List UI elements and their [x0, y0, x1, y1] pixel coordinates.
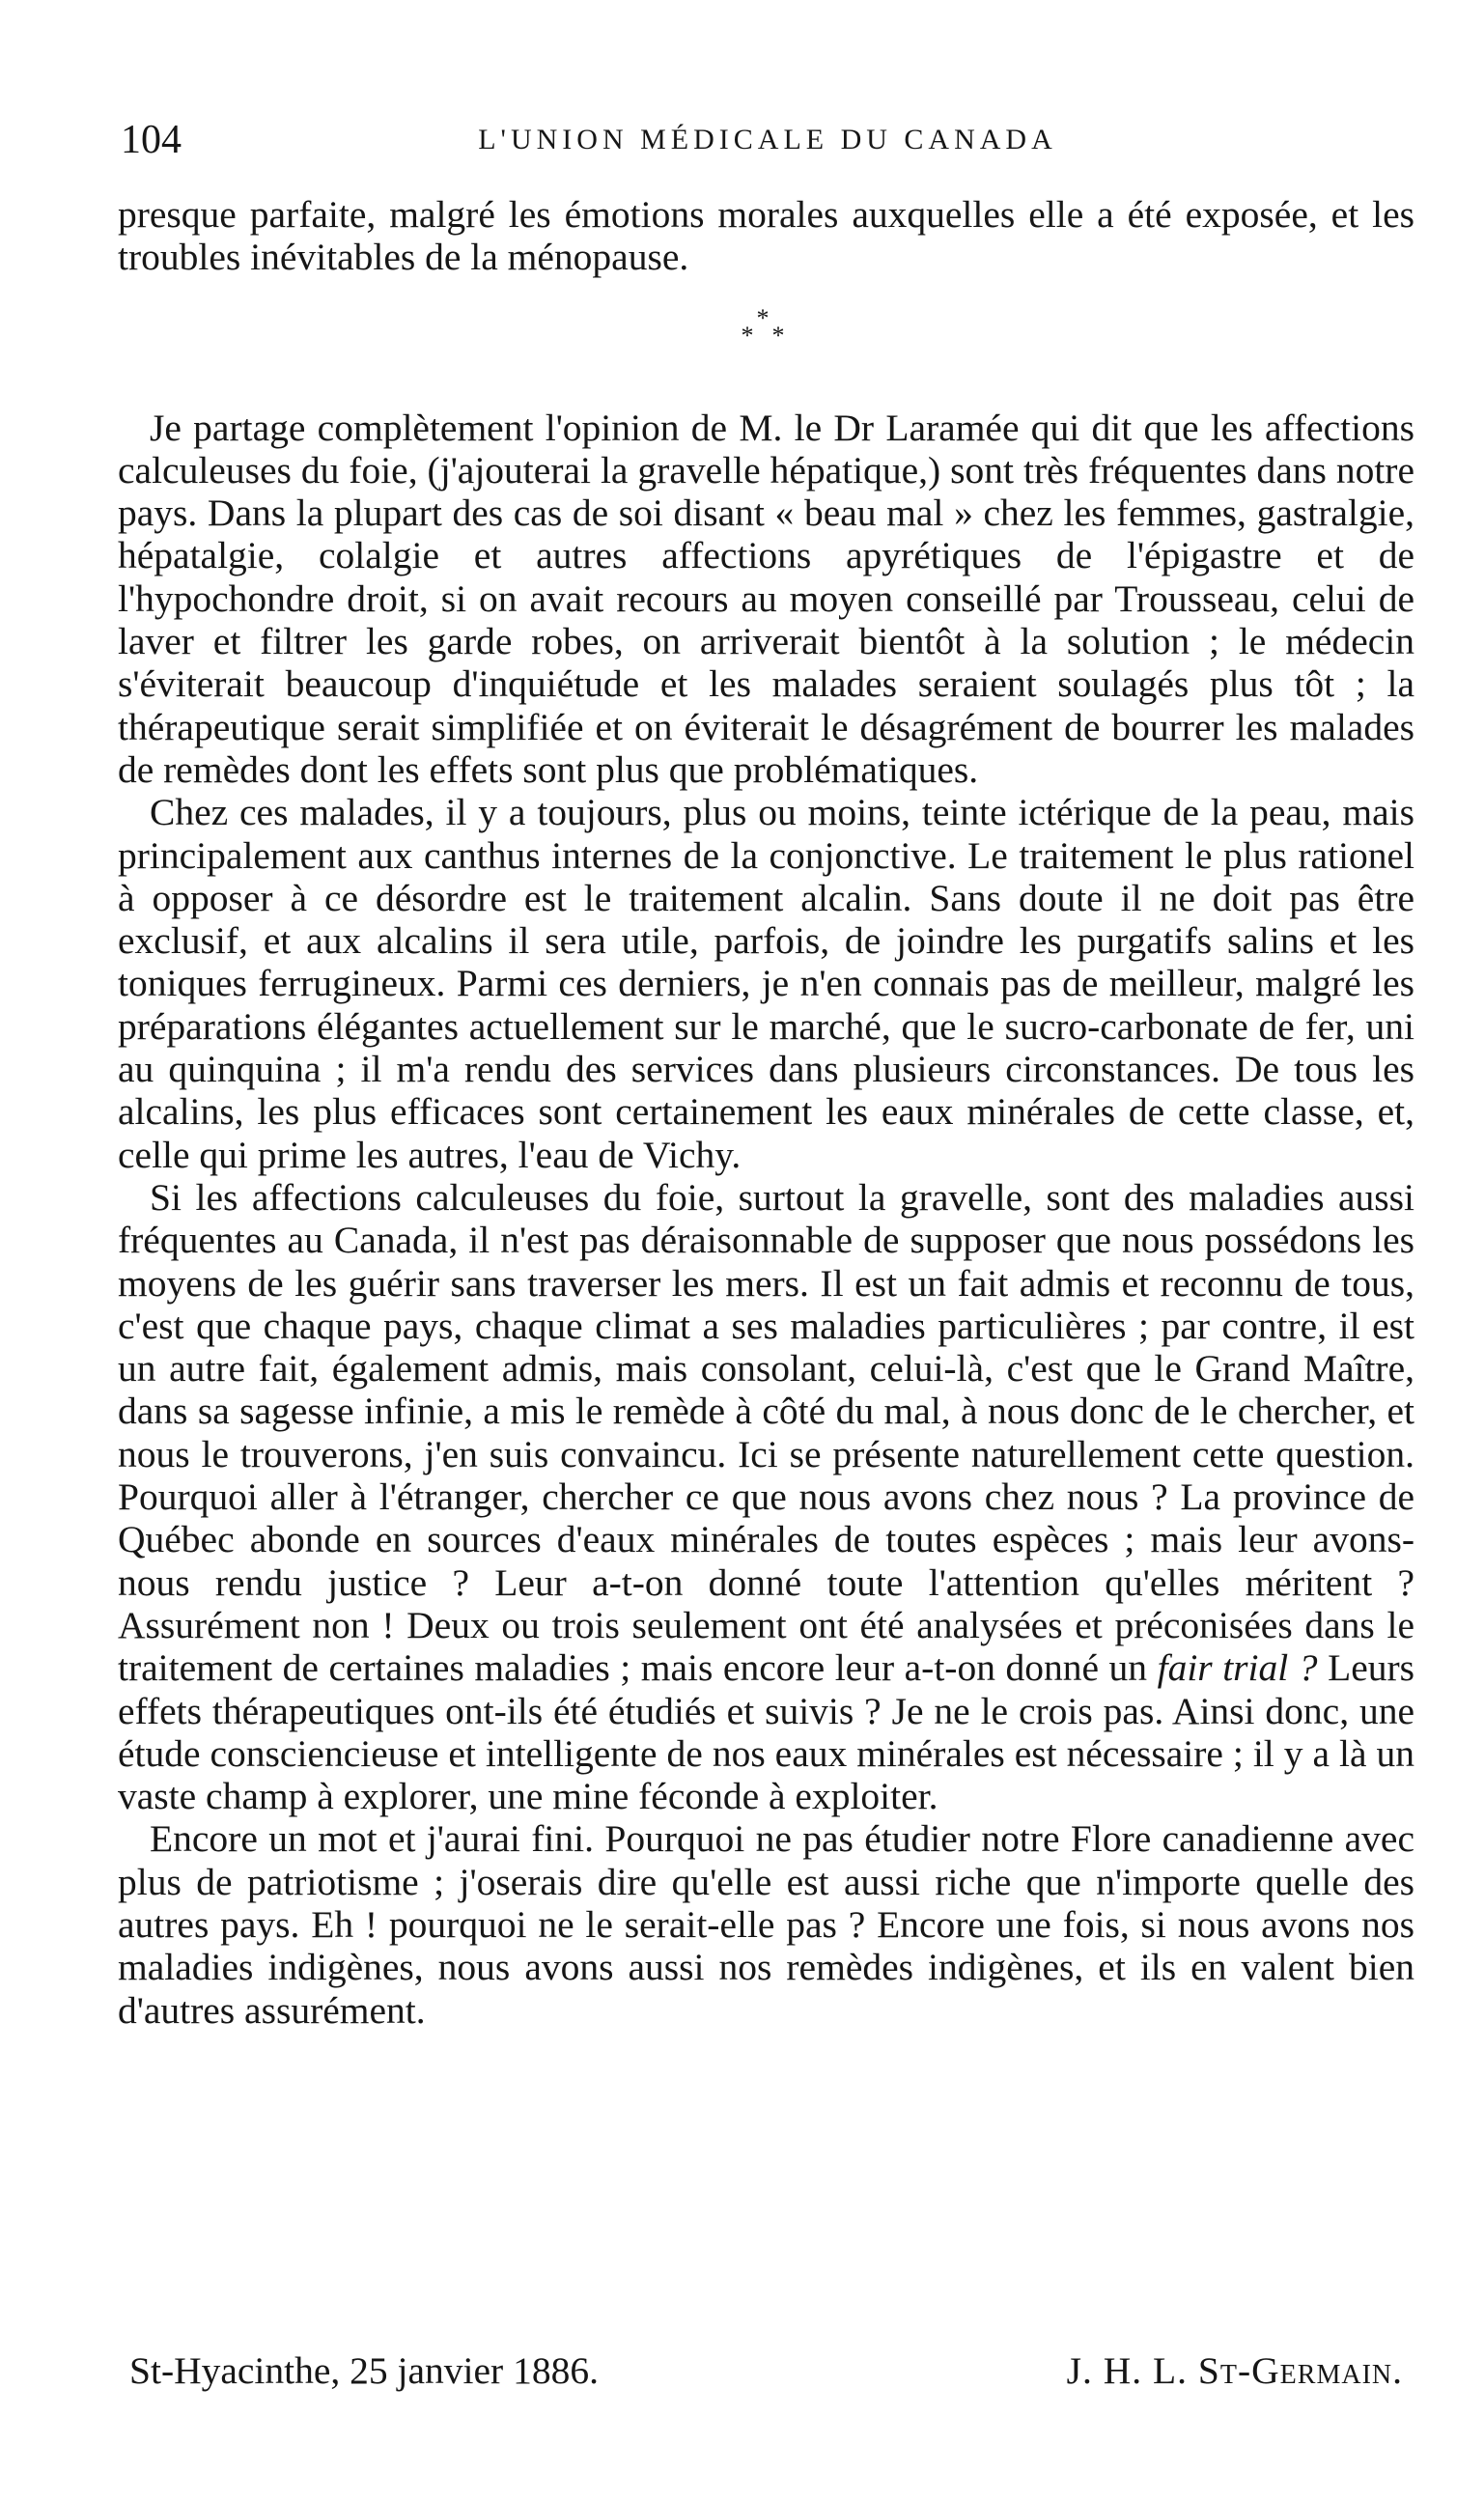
signature-line [118, 2346, 1414, 2395]
author-initials: J. H. L. [1066, 2349, 1198, 2392]
paragraph-text: Leurs effets thérapeutiques ont-ils été étudiés et suivis ? Je ne le crois pas. Ainsi donc, une étude consciencieuse et intelligente de nos eaux minérales est nécessaire ; il y a là un vaste champ à explorer, une mine féconde à exploiter. [118, 1646, 1414, 1818]
author-signature [1067, 2346, 1403, 2395]
paragraph: Encore un mot et j'aurai fini. Pourquoi ne pas étudier notre Flore canadienne avec plus de patriotisme ; j'oserais dire qu'elle est aussi riche que n'importe quelle des autres pays. Eh ! pourquoi ne le serait-elle pas ? Encore une fois, si nous avons nos maladies indigènes, nous avons aussi nos remèdes indigènes, et ils en valent bien d'autres assurément. [118, 1817, 1414, 2032]
continued-paragraph: presque parfaite, malgré les émotions morales auxquelles elle a été exposée, et les troubles inévitables de la ménopause. [118, 193, 1414, 279]
paragraph: Je partage complètement l'opinion de M. le Dr Laramée qui dit que les affections calculeuses du foie, (j'ajouterai la gravelle hépatique,) sont très fréquentes dans notre pays. Dans la plupart des cas de soi disant « beau mal » chez les femmes, gastralgie, hépatalgie, colalgie et autres affections apyrétiques de l'épigastre et de l'hypochondre droit, si on avait recours au moyen conseillé par Trousseau, celui de laver et filtrer les garde robes, on arriverait bientôt à la solution ; le médecin s'éviterait beaucoup d'inquiétude et les malades seraient soulagés plus tôt ; la thérapeutique serait simplifiée et on éviterait le désagrément de bourrer les malades de remèdes dont les effets sont plus que problématiques. [118, 406, 1414, 791]
article-body [118, 193, 1414, 2032]
italic-phrase: fair trial ? [1157, 1646, 1318, 1690]
paragraph: Chez ces malades, il y a toujours, plus ou moins, teinte ictérique de la peau, mais principalement aux canthus internes de la conjonctive. Le traitement le plus rationel à opposer à ce désordre est le traitement alcalin. Sans doute il ne doit pas être exclusif, et aux alcalins il sera utile, parfois, de joindre les purgatifs salins et les toniques ferrugineux. Parmi ces derniers, je n'en connais pas de meilleur, malgré les préparations élégantes actuellement sur le marché, que le sucro-carbonate de fer, uni au quinquina ; il m'a rendu des services dans plusieurs circonstances. De tous les alcalins, les plus efficaces sont certainement les eaux minérales de cette classe, et, celle qui prime les autres, l'eau de Vichy. [118, 791, 1414, 1176]
section-separator [118, 279, 1414, 407]
author-surname: St-Germain. [1197, 2349, 1403, 2392]
place-and-date: St-Hyacinthe, 25 janvier 1886. [129, 2349, 599, 2392]
running-head [121, 116, 1414, 164]
journal-title: L'UNION MÉDICALE DU CANADA [478, 124, 1057, 155]
paragraph [118, 1176, 1414, 1817]
paragraph-text: Si les affections calculeuses du foie, surtout la gravelle, sont des maladies aussi fréquentes au Canada, il n'est pas déraisonnable de supposer que nous possédons les moyens de les guérir sans traverser les mers. Il est un fait admis et reconnu de tous, c'est que chaque pays, chaque climat a ses maladies particulières ; par contre, il est un autre fait, également admis, mais consolant, celui-là, c'est que le Grand Maître, dans sa sagesse infinie, a mis le remède à côté du mal, à nous donc de le chercher, et nous le trouverons, j'en suis convaincu. Ici se présente naturellement cette question. Pourquoi aller à l'étranger, chercher ce que nous avons chez nous ? La province de Québec abonde en sources d'eaux minérales de toutes espèces ; mais leur avons-nous rendu justice ? Leur a-t-on donné toute l'attention qu'elles méritent ? Assurément non ! Deux ou trois seulement ont été analysées et préconisées dans le traitement de certaines maladies ; mais encore leur a-t-on donné un [118, 1175, 1414, 1690]
page-number: 104 [121, 118, 182, 162]
asterism-ornament: * * * [741, 303, 785, 350]
